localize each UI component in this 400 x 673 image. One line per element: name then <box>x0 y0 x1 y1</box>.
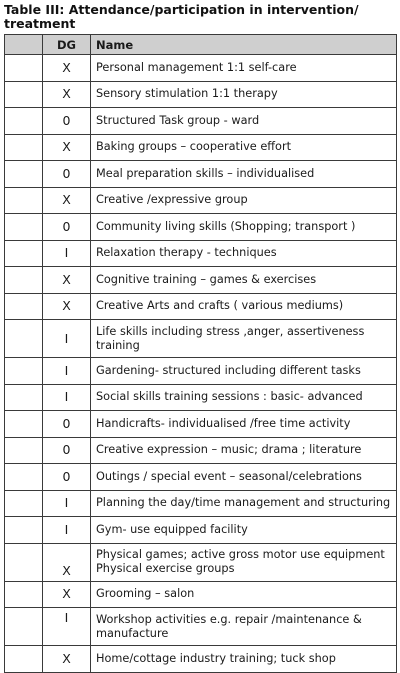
dg-cell: 0 <box>43 437 91 464</box>
name-cell: Planning the day/time management and structuring <box>91 490 397 517</box>
table-row <box>5 161 397 188</box>
attendance-table <box>4 34 397 673</box>
name-cell: Home/cottage industry training; tuck shop <box>91 646 397 673</box>
row-empty-cell <box>5 108 43 135</box>
name-cell: Gym- use equipped facility <box>91 517 397 544</box>
row-empty-cell <box>5 411 43 438</box>
dg-cell: I <box>43 240 91 267</box>
dg-cell: 0 <box>43 214 91 241</box>
table-header-row <box>5 35 397 55</box>
dg-cell: 0 <box>43 161 91 188</box>
dg-cell: I <box>43 358 91 385</box>
name-cell: Creative expression – music; drama ; literature <box>91 437 397 464</box>
name-cell: Creative Arts and crafts ( various mediums) <box>91 293 397 320</box>
dg-cell: X <box>43 646 91 673</box>
table-row <box>5 517 397 544</box>
dg-cell: I <box>43 384 91 411</box>
table-row <box>5 581 397 608</box>
name-cell: Social skills training sessions : basic- advanced <box>91 384 397 411</box>
row-empty-cell <box>5 543 43 581</box>
row-empty-cell <box>5 320 43 358</box>
header-name: Name <box>91 35 397 55</box>
table-row <box>5 108 397 135</box>
row-empty-cell <box>5 581 43 608</box>
dg-cell: 0 <box>43 464 91 491</box>
dg-cell: X <box>43 581 91 608</box>
row-empty-cell <box>5 490 43 517</box>
dg-cell: 0 <box>43 411 91 438</box>
row-empty-cell <box>5 161 43 188</box>
name-cell: Community living skills (Shopping; transport ) <box>91 214 397 241</box>
table-row <box>5 267 397 294</box>
dg-cell: I <box>43 608 91 646</box>
name-cell: Handicrafts- individualised /free time activity <box>91 411 397 438</box>
dg-cell: X <box>43 81 91 108</box>
name-cell: Physical games; active gross motor use equipment Physical exercise groups <box>91 543 397 581</box>
header-empty-cell <box>5 35 43 55</box>
row-empty-cell <box>5 55 43 82</box>
row-empty-cell <box>5 646 43 673</box>
dg-cell: I <box>43 320 91 358</box>
table-row <box>5 464 397 491</box>
header-dg: DG <box>43 35 91 55</box>
name-cell: Sensory stimulation 1:1 therapy <box>91 81 397 108</box>
dg-cell: I <box>43 517 91 544</box>
row-empty-cell <box>5 81 43 108</box>
row-empty-cell <box>5 134 43 161</box>
row-empty-cell <box>5 608 43 646</box>
row-empty-cell <box>5 384 43 411</box>
table-row <box>5 134 397 161</box>
name-cell: Meal preparation skills – individualised <box>91 161 397 188</box>
table-row <box>5 608 397 646</box>
row-empty-cell <box>5 517 43 544</box>
table-caption: Table III: Attendance/participation in intervention/ treatment <box>4 2 359 31</box>
row-empty-cell <box>5 187 43 214</box>
table-row <box>5 320 397 358</box>
name-cell: Relaxation therapy - techniques <box>91 240 397 267</box>
name-cell: Cognitive training – games & exercises <box>91 267 397 294</box>
row-empty-cell <box>5 358 43 385</box>
name-cell: Outings / special event – seasonal/celebrations <box>91 464 397 491</box>
name-cell: Life skills including stress ,anger, assertiveness training <box>91 320 397 358</box>
table-row <box>5 240 397 267</box>
name-cell: Baking groups – cooperative effort <box>91 134 397 161</box>
table-row <box>5 55 397 82</box>
table-row <box>5 187 397 214</box>
name-cell: Personal management 1:1 self-care <box>91 55 397 82</box>
dg-cell: X <box>43 134 91 161</box>
dg-cell: X <box>43 543 91 581</box>
table-row <box>5 81 397 108</box>
table-row <box>5 293 397 320</box>
name-cell: Creative /expressive group <box>91 187 397 214</box>
table-row <box>5 490 397 517</box>
name-cell: Workshop activities e.g. repair /maintenance & manufacture <box>91 608 397 646</box>
row-empty-cell <box>5 214 43 241</box>
table-row <box>5 411 397 438</box>
row-empty-cell <box>5 240 43 267</box>
name-cell: Gardening- structured including different tasks <box>91 358 397 385</box>
row-empty-cell <box>5 464 43 491</box>
row-empty-cell <box>5 437 43 464</box>
row-empty-cell <box>5 293 43 320</box>
dg-cell: X <box>43 293 91 320</box>
name-cell: Structured Task group - ward <box>91 108 397 135</box>
name-cell: Grooming – salon <box>91 581 397 608</box>
table-row <box>5 384 397 411</box>
dg-cell: X <box>43 267 91 294</box>
dg-cell: 0 <box>43 108 91 135</box>
table-row <box>5 214 397 241</box>
table-row <box>5 543 397 581</box>
row-empty-cell <box>5 267 43 294</box>
dg-cell: X <box>43 187 91 214</box>
table-row <box>5 646 397 673</box>
table-row <box>5 437 397 464</box>
dg-cell: X <box>43 55 91 82</box>
dg-cell: I <box>43 490 91 517</box>
table-row <box>5 358 397 385</box>
